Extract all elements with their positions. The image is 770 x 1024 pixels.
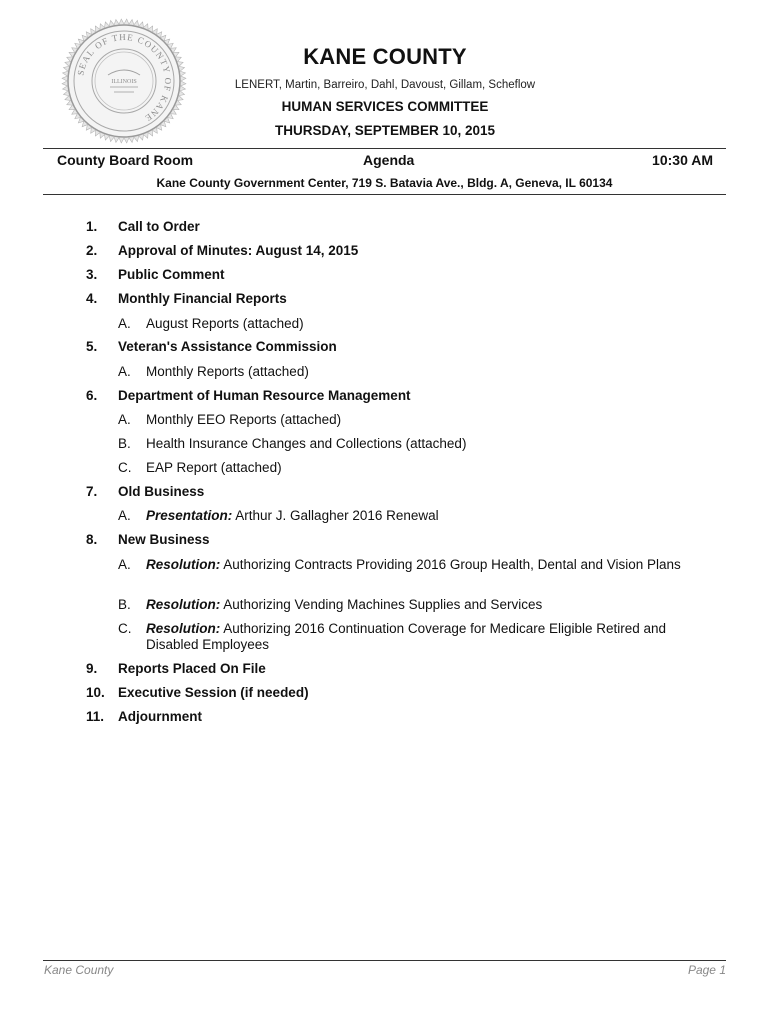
agenda-subitem-description: EAP Report (attached) <box>146 460 282 475</box>
agenda-label: Agenda <box>363 152 415 168</box>
county-seal-icon <box>60 17 188 145</box>
agenda-subitem-letter: C. <box>118 460 132 475</box>
agenda-subitem-letter: B. <box>118 436 131 451</box>
agenda-subitem-description: Authorizing Vending Machines Supplies and Services <box>220 597 543 612</box>
seal-ring-text: SEAL OF THE COUNTY OF KANE <box>75 31 174 124</box>
agenda-subitem-text <box>146 364 706 380</box>
agenda-item-label: Monthly Financial Reports <box>118 291 287 306</box>
agenda-subitem-text <box>146 621 706 653</box>
agenda-item-label: Approval of Minutes: August 14, 2015 <box>118 243 359 258</box>
agenda-item-label: Reports Placed On File <box>118 661 266 676</box>
agenda-subitem-letter: A. <box>118 412 131 427</box>
agenda-item-number: 11. <box>86 709 105 724</box>
agenda-subitem-description: Monthly EEO Reports (attached) <box>146 412 342 427</box>
agenda-item-label: Old Business <box>118 484 205 499</box>
agenda-subitem-text <box>146 316 706 332</box>
footer-divider <box>43 960 726 961</box>
committee-name: HUMAN SERVICES COMMITTEE <box>281 99 489 114</box>
agenda-subitem-type: Resolution: <box>146 621 221 636</box>
meeting-date: THURSDAY, SEPTEMBER 10, 2015 <box>274 123 496 138</box>
agenda-item-label: Public Comment <box>118 267 225 282</box>
agenda-subitem-text <box>146 460 706 476</box>
agenda-subitem-description: Authorizing Contracts Providing 2016 Group Health, Dental and Vision Plans <box>220 557 681 572</box>
agenda-subitem-letter: A. <box>118 508 131 523</box>
committee-members: LENERT, Martin, Barreiro, Dahl, Davoust, Gillam, Scheflow <box>234 79 536 91</box>
header-divider-bottom <box>43 194 726 195</box>
agenda-subitem-description: Arthur J. Gallagher 2016 Renewal <box>232 508 439 523</box>
meeting-address: Kane County Government Center, 719 S. Batavia Ave., Bldg. A, Geneva, IL 60134 <box>156 176 613 190</box>
agenda-item-label: New Business <box>118 532 210 547</box>
agenda-subitem-letter: A. <box>118 557 131 572</box>
meeting-time: 10:30 AM <box>652 152 713 168</box>
agenda-subitem-description: August Reports (attached) <box>146 316 304 331</box>
agenda-item-label: Department of Human Resource Management <box>118 388 411 403</box>
agenda-item-number: 2. <box>86 243 98 258</box>
agenda-subitem-description: Monthly Reports (attached) <box>146 364 309 379</box>
agenda-subitem-letter: A. <box>118 316 131 331</box>
seal-center-text: ILLINOIS <box>111 79 137 85</box>
agenda-item-number: 8. <box>86 532 98 547</box>
agenda-subitem-letter: A. <box>118 364 131 379</box>
agenda-item-number: 6. <box>86 388 98 403</box>
agenda-item-number: 10. <box>86 685 105 700</box>
agenda-subitem-type: Presentation: <box>146 508 233 523</box>
agenda-item-number: 4. <box>86 291 98 306</box>
agenda-subitem-letter: C. <box>118 621 132 636</box>
agenda-item-number: 7. <box>86 484 98 499</box>
agenda-item-label: Call to Order <box>118 219 200 234</box>
meeting-room: County Board Room <box>57 152 194 168</box>
header-divider-top <box>43 148 726 149</box>
agenda-item-number: 3. <box>86 267 98 282</box>
agenda-subitem-letter: B. <box>118 597 131 612</box>
agenda-subitem-description: Authorizing 2016 Continuation Coverage for Medicare Eligible Retired and Disabled Employees <box>146 621 667 652</box>
page-title: KANE COUNTY <box>303 44 467 69</box>
agenda-subitem-text <box>146 436 706 452</box>
agenda-subitem-description: Health Insurance Changes and Collections (attached) <box>146 436 467 451</box>
agenda-subitem-text <box>146 508 706 524</box>
agenda-item-label: Executive Session (if needed) <box>118 685 309 700</box>
agenda-item-number: 1. <box>86 219 98 234</box>
footer-county: Kane County <box>44 963 114 977</box>
agenda-subitem-text <box>146 557 706 573</box>
agenda-item-number: 9. <box>86 661 98 676</box>
agenda-subitem-type: Resolution: <box>146 597 221 612</box>
agenda-item-label: Veteran's Assistance Commission <box>118 339 337 354</box>
agenda-subitem-type: Resolution: <box>146 557 221 572</box>
agenda-subitem-text <box>146 412 706 428</box>
agenda-item-number: 5. <box>86 339 98 354</box>
footer-page-number: Page 1 <box>687 963 726 977</box>
agenda-item-label: Adjournment <box>118 709 202 724</box>
agenda-subitem-text <box>146 597 706 613</box>
